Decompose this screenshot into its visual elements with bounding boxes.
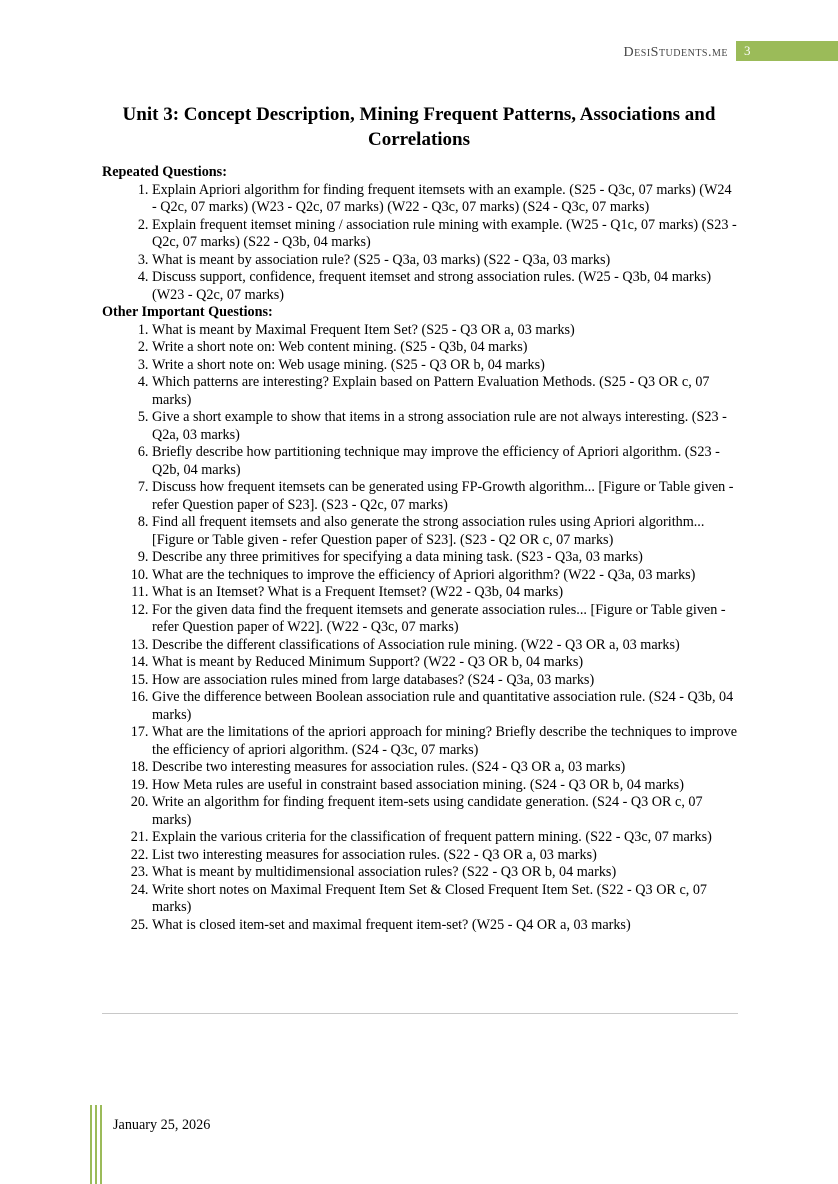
header-site-name: DesiStudents.me — [623, 45, 728, 60]
question-item: 23. What is meant by multidimensional association rules? (S22 - Q3 OR b, 04 marks) — [152, 864, 738, 882]
question-item: 24. Write short notes on Maximal Frequent Item Set & Closed Frequent Item Set. (S22 - Q3 OR c, 07 marks) — [152, 882, 738, 917]
page-number-badge: 3 — [736, 41, 838, 61]
question-item: 13. Describe the different classifications of Association rule mining. (W22 - Q3 OR a, 03 marks) — [152, 637, 738, 655]
footer-accent-bars — [90, 1105, 102, 1184]
repeated-questions-heading: Repeated Questions: — [102, 164, 227, 180]
question-item: 18. Describe two interesting measures for association rules. (S24 - Q3 OR a, 03 marks) — [152, 759, 738, 777]
footer-date: January 25, 2026 — [113, 1117, 211, 1133]
question-item: 5. Give a short example to show that items in a strong association rule are not always interesting. (S23 - Q2a, 03 marks) — [152, 409, 738, 444]
question-item: 1. Explain Apriori algorithm for finding frequent itemsets with an example. (S25 - Q3c, 07 marks) (W24 - Q2c, 07 marks) (W23 - Q2c, 07 marks) (W22 - Q3c, 07 marks) (S24 - Q3c, 07 marks) — [152, 182, 738, 217]
question-item: 1. What is meant by Maximal Frequent Item Set? (S25 - Q3 OR a, 03 marks) — [152, 322, 738, 340]
question-item: 19. How Meta rules are useful in constraint based association mining. (S24 - Q3 OR b, 04 marks) — [152, 777, 738, 795]
other-questions-heading: Other Important Questions: — [102, 304, 273, 320]
unit-title: Unit 3: Concept Description, Mining Frequent Patterns, Associations and Correlations — [122, 104, 716, 150]
question-content — [102, 164, 738, 934]
question-item: 14. What is meant by Reduced Minimum Support? (W22 - Q3 OR b, 04 marks) — [152, 654, 738, 672]
repeated-questions-list — [102, 182, 738, 305]
question-item: 3. What is meant by association rule? (S25 - Q3a, 03 marks) (S22 - Q3a, 03 marks) — [152, 252, 738, 270]
other-questions-list — [102, 322, 738, 935]
question-item: 17. What are the limitations of the apriori approach for mining? Briefly describe the techniques to improve the efficiency of apriori algorithm. (S24 - Q3c, 07 marks) — [152, 724, 738, 759]
question-item: 12. For the given data find the frequent itemsets and generate association rules... [Figure or Table given - refer Question paper of W22]. (W22 - Q3c, 07 marks) — [152, 602, 738, 637]
question-item: 15. How are association rules mined from large databases? (S24 - Q3a, 03 marks) — [152, 672, 738, 690]
question-item: 16. Give the difference between Boolean association rule and quantitative association rule. (S24 - Q3b, 04 marks) — [152, 689, 738, 724]
question-item: 21. Explain the various criteria for the classification of frequent pattern mining. (S22 - Q3c, 07 marks) — [152, 829, 738, 847]
question-item: 2. Write a short note on: Web content mining. (S25 - Q3b, 04 marks) — [152, 339, 738, 357]
question-item: 4. Discuss support, confidence, frequent itemset and strong association rules. (W25 - Q3b, 04 marks) (W23 - Q2c, 07 marks) — [152, 269, 738, 304]
question-item: 22. List two interesting measures for association rules. (S22 - Q3 OR a, 03 marks) — [152, 847, 738, 865]
question-item: 8. Find all frequent itemsets and also generate the strong association rules using Apriori algorithm... [Figure or Table given - refer Question paper of S23]. (S23 - Q2 OR c, 07 marks) — [152, 514, 738, 549]
question-item: 3. Write a short note on: Web usage mining. (S25 - Q3 OR b, 04 marks) — [152, 357, 738, 375]
question-item: 7. Discuss how frequent itemsets can be generated using FP-Growth algorithm... [Figure or Table given - refer Question paper of S23]. (S23 - Q2c, 07 marks) — [152, 479, 738, 514]
question-item: 20. Write an algorithm for finding frequent item-sets using candidate generation. (S24 - Q3 OR c, 07 marks) — [152, 794, 738, 829]
question-item: 2. Explain frequent itemset mining / association rule mining with example. (W25 - Q1c, 07 marks) (S23 - Q2c, 07 marks) (S22 - Q3b, 04 marks) — [152, 217, 738, 252]
question-item: 6. Briefly describe how partitioning technique may improve the efficiency of Apriori algorithm. (S23 - Q2b, 04 marks) — [152, 444, 738, 479]
question-item: 11. What is an Itemset? What is a Frequent Itemset? (W22 - Q3b, 04 marks) — [152, 584, 738, 602]
question-item: 25. What is closed item-set and maximal frequent item-set? (W25 - Q4 OR a, 03 marks) — [152, 917, 738, 935]
question-item: 10. What are the techniques to improve the efficiency of Apriori algorithm? (W22 - Q3a, 03 marks) — [152, 567, 738, 585]
question-item: 9. Describe any three primitives for specifying a data mining task. (S23 - Q3a, 03 marks) — [152, 549, 738, 567]
content-divider — [102, 1013, 738, 1014]
question-item: 4. Which patterns are interesting? Explain based on Pattern Evaluation Methods. (S25 - Q3 OR c, 07 marks) — [152, 374, 738, 409]
